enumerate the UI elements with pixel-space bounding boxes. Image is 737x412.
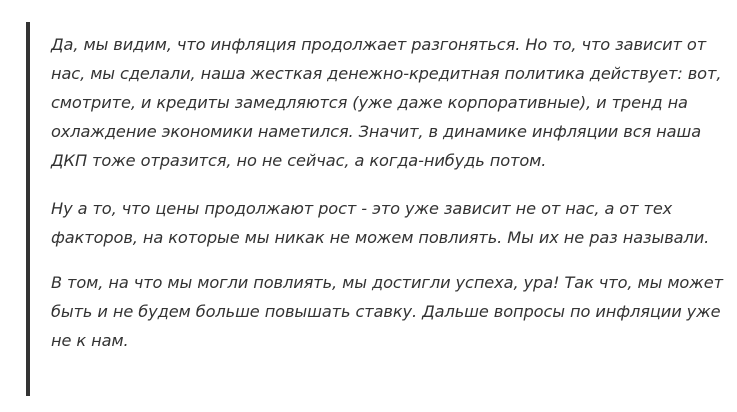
quote-paragraph-2: Ну а то, что цены продолжают рост - это уже зависит не от нас, а от тех факторов, на которые мы никак не можем повлиять. Мы их не раз называли. bbox=[51, 199, 710, 247]
quote-paragraph-1: Да, мы видим, что инфляция продолжает разгоняться. Но то, что зависит от нас, мы сделали, наша жесткая денежно-кредитная политика действует: вот, смотрите, и кредиты замедляются (уже даже корпоративные), и тренд на охлаждение экономики наметился. Значит, в динамике инфляции вся наша ДКП тоже отразится, но не сейчас, а когда-нибудь потом. bbox=[51, 35, 722, 170]
next-paragraph-cropped bbox=[26, 404, 626, 412]
blockquote bbox=[26, 22, 731, 396]
quote-paragraph-3: В том, на что мы могли повлиять, мы достигли успеха, ура! Так что, мы может быть и не будем больше повышать ставку. Дальше вопросы по инфляции уже не к нам. bbox=[51, 273, 723, 350]
